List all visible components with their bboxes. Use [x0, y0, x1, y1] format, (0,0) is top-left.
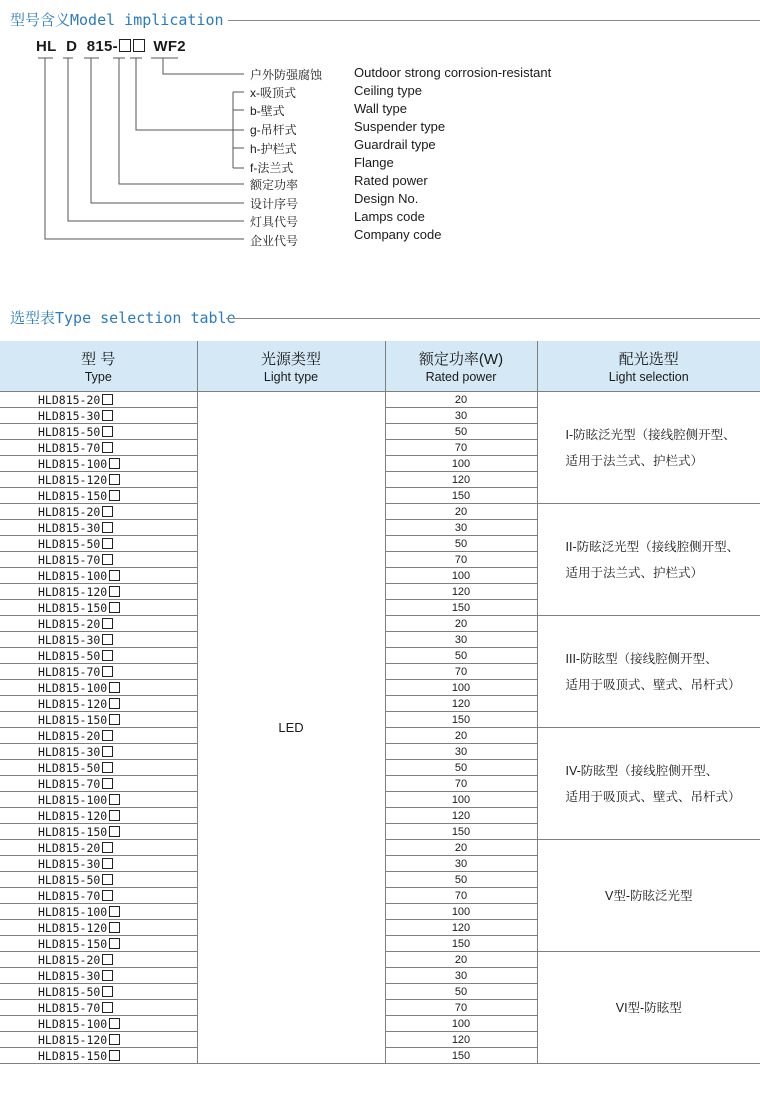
- placeholder-box-icon: [109, 1050, 120, 1061]
- type-cell: [0, 504, 197, 520]
- type-cell: [0, 488, 197, 504]
- type-cell: [0, 632, 197, 648]
- type-label: HLD815-20: [38, 728, 101, 743]
- type-label: HLD815-70: [38, 664, 101, 679]
- legend-cn: 户外防强腐蚀: [250, 68, 323, 82]
- table-body: [0, 392, 760, 1064]
- type-label: HLD815-150: [38, 1048, 108, 1063]
- placeholder-box-icon: [109, 1034, 120, 1045]
- header-en: Light selection: [608, 370, 689, 384]
- placeholder-box-icon: [102, 394, 113, 405]
- model-code-part: 815-: [86, 38, 118, 55]
- type-cell: [0, 424, 197, 440]
- section-divider: [226, 318, 760, 319]
- light-selection-line: 适用于法兰式、护栏式）: [565, 565, 704, 580]
- placeholder-box-icon: [102, 410, 113, 421]
- light-selection-cell: [537, 952, 760, 1064]
- rated-power-cell: 120: [385, 472, 537, 488]
- placeholder-box-icon: [102, 1002, 113, 1013]
- legend-cn: 设计序号: [250, 197, 299, 211]
- type-cell: [0, 520, 197, 536]
- type-label: HLD815-100: [38, 1016, 108, 1031]
- type-cell: [0, 616, 197, 632]
- placeholder-box-icon: [102, 538, 113, 549]
- rated-power-cell: 150: [385, 600, 537, 616]
- type-label: HLD815-150: [38, 824, 108, 839]
- type-label: HLD815-150: [38, 936, 108, 951]
- type-label: HLD815-150: [38, 712, 108, 727]
- type-cell: [0, 552, 197, 568]
- type-label: HLD815-50: [38, 536, 101, 551]
- rated-power-cell: 100: [385, 568, 537, 584]
- rated-power-cell: 30: [385, 408, 537, 424]
- light-selection-cell: [537, 840, 760, 952]
- rated-power-cell: 50: [385, 536, 537, 552]
- type-cell: [0, 872, 197, 888]
- type-label: HLD815-20: [38, 504, 101, 519]
- rated-power-cell: 150: [385, 824, 537, 840]
- legend-cn: 灯具代号: [250, 215, 299, 229]
- light-selection-line: IV-防眩型（接线腔侧开型、: [565, 763, 719, 778]
- rated-power-cell: 100: [385, 904, 537, 920]
- placeholder-box-icon: [109, 682, 120, 693]
- type-cell: [0, 792, 197, 808]
- legend-cn: h-护栏式: [250, 142, 297, 156]
- placeholder-box-icon: [102, 778, 113, 789]
- placeholder-box-icon: [109, 586, 120, 597]
- type-cell: [0, 392, 197, 408]
- light-selection-cell: [537, 616, 760, 728]
- type-cell: [0, 1048, 197, 1064]
- header-cn: 额定功率(W): [418, 351, 504, 368]
- placeholder-box-icon: [102, 730, 113, 741]
- legend-cn: x-吸顶式: [250, 86, 296, 100]
- type-label: HLD815-20: [38, 952, 101, 967]
- rated-power-cell: 30: [385, 744, 537, 760]
- type-label: HLD815-100: [38, 456, 108, 471]
- rated-power-cell: 120: [385, 920, 537, 936]
- type-label: HLD815-50: [38, 424, 101, 439]
- legend-cn: 企业代号: [250, 234, 299, 248]
- rated-power-cell: 50: [385, 872, 537, 888]
- header-light-type: [197, 341, 385, 392]
- legend-cn: f-法兰式: [250, 161, 294, 175]
- light-selection-line: I-防眩泛光型（接线腔侧开型、: [565, 427, 736, 442]
- legend-en: Flange: [354, 155, 394, 170]
- rated-power-cell: 70: [385, 1000, 537, 1016]
- type-label: HLD815-100: [38, 904, 108, 919]
- rated-power-cell: 120: [385, 584, 537, 600]
- placeholder-box-icon: [109, 714, 120, 725]
- rated-power-cell: 20: [385, 840, 537, 856]
- type-label: HLD815-120: [38, 808, 108, 823]
- type-cell: [0, 472, 197, 488]
- placeholder-box-icon: [102, 650, 113, 661]
- type-cell: [0, 584, 197, 600]
- placeholder-box-icon: [109, 698, 120, 709]
- rated-power-cell: 30: [385, 968, 537, 984]
- placeholder-box-icon: [102, 762, 113, 773]
- rated-power-cell: 100: [385, 1016, 537, 1032]
- type-label: HLD815-70: [38, 552, 101, 567]
- section-title-model: 型号含义Model implication: [10, 11, 224, 29]
- light-selection-line: VI型-防眩型: [615, 1000, 682, 1015]
- rated-power-cell: 20: [385, 952, 537, 968]
- header-rated-power: [385, 341, 537, 392]
- type-label: HLD815-30: [38, 520, 101, 535]
- header-en: Type: [84, 370, 112, 384]
- type-cell: [0, 696, 197, 712]
- type-label: HLD815-120: [38, 1032, 108, 1047]
- legend-cn: 额定功率: [250, 178, 299, 192]
- rated-power-cell: 50: [385, 760, 537, 776]
- placeholder-box-icon: [109, 906, 120, 917]
- placeholder-box-icon: [109, 570, 120, 581]
- rated-power-cell: 150: [385, 712, 537, 728]
- type-label: HLD815-120: [38, 472, 108, 487]
- type-cell: [0, 744, 197, 760]
- type-label: HLD815-30: [38, 632, 101, 647]
- type-cell: [0, 808, 197, 824]
- rated-power-cell: 150: [385, 488, 537, 504]
- type-label: HLD815-120: [38, 920, 108, 935]
- rated-power-cell: 20: [385, 392, 537, 408]
- placeholder-box-icon: [109, 794, 120, 805]
- placeholder-box-icon: [102, 954, 113, 965]
- type-label: HLD815-30: [38, 856, 101, 871]
- model-code-part: WF2: [153, 38, 186, 55]
- header-en: Rated power: [425, 370, 497, 384]
- table-header-row: [0, 341, 760, 392]
- type-label: HLD815-150: [38, 600, 108, 615]
- light-selection-line: 适用于法兰式、护栏式）: [565, 453, 704, 468]
- legend-en: Design No.: [354, 191, 419, 206]
- type-cell: [0, 456, 197, 472]
- model-code-part: HL: [36, 38, 57, 55]
- placeholder-box-icon: [109, 458, 120, 469]
- rated-power-cell: 100: [385, 680, 537, 696]
- rated-power-cell: 150: [385, 1048, 537, 1064]
- rated-power-cell: 70: [385, 776, 537, 792]
- placeholder-box-icon: [102, 426, 113, 437]
- light-type-cell: LED: [197, 392, 385, 1064]
- type-cell: [0, 936, 197, 952]
- rated-power-cell: 100: [385, 456, 537, 472]
- type-cell: [0, 680, 197, 696]
- light-selection-line: V型-防眩泛光型: [604, 888, 693, 903]
- type-label: HLD815-70: [38, 776, 101, 791]
- type-cell: [0, 568, 197, 584]
- rated-power-cell: 30: [385, 856, 537, 872]
- type-label: HLD815-20: [38, 392, 101, 407]
- type-label: HLD815-100: [38, 568, 108, 583]
- rated-power-cell: 30: [385, 520, 537, 536]
- type-cell: [0, 440, 197, 456]
- type-label: HLD815-30: [38, 968, 101, 983]
- rated-power-cell: 70: [385, 664, 537, 680]
- placeholder-box-icon: [109, 826, 120, 837]
- type-label: HLD815-30: [38, 744, 101, 759]
- type-cell: [0, 728, 197, 744]
- type-cell: [0, 776, 197, 792]
- placeholder-box-icon: [102, 442, 113, 453]
- light-selection-cell: [537, 504, 760, 616]
- type-cell: [0, 600, 197, 616]
- type-cell: [0, 1032, 197, 1048]
- type-cell: [0, 984, 197, 1000]
- header-type: [0, 341, 197, 392]
- type-cell: [0, 968, 197, 984]
- rated-power-cell: 70: [385, 552, 537, 568]
- header-light-selection: [537, 341, 760, 392]
- header-cn: 光源类型: [260, 351, 321, 368]
- type-label: HLD815-120: [38, 696, 108, 711]
- rated-power-cell: 50: [385, 984, 537, 1000]
- type-cell: [0, 856, 197, 872]
- rated-power-cell: 120: [385, 696, 537, 712]
- type-cell: [0, 712, 197, 728]
- header-en: Light type: [263, 370, 319, 384]
- rated-power-cell: 100: [385, 792, 537, 808]
- type-label: HLD815-20: [38, 616, 101, 631]
- type-selection-table: [0, 341, 760, 1064]
- table-row: [0, 392, 760, 408]
- section-title-selection: 选型表Type selection table: [10, 309, 236, 327]
- type-label: HLD815-70: [38, 440, 101, 455]
- type-cell: [0, 408, 197, 424]
- legend-cn: g-吊杆式: [250, 123, 297, 137]
- placeholder-box-icon: [102, 746, 113, 757]
- type-cell: [0, 904, 197, 920]
- type-label: HLD815-100: [38, 680, 108, 695]
- type-cell: [0, 648, 197, 664]
- placeholder-box-icon: [102, 986, 113, 997]
- placeholder-box-icon: [109, 810, 120, 821]
- placeholder-box-icon: [102, 970, 113, 981]
- placeholder-box-icon: [102, 522, 113, 533]
- placeholder-box-icon: [102, 858, 113, 869]
- placeholder-box-icon: [109, 490, 120, 501]
- placeholder-box-icon: [109, 474, 120, 485]
- light-selection-line: 适用于吸顶式、壁式、吊杆式）: [565, 789, 741, 804]
- placeholder-box-icon: [102, 874, 113, 885]
- placeholder-box-icon: [109, 1018, 120, 1029]
- light-selection-line: II-防眩泛光型（接线腔侧开型、: [565, 539, 740, 554]
- legend-en: Outdoor strong corrosion-resistant: [354, 65, 552, 80]
- rated-power-cell: 50: [385, 424, 537, 440]
- legend-en: Rated power: [354, 173, 428, 188]
- type-label: HLD815-30: [38, 408, 101, 423]
- rated-power-cell: 50: [385, 648, 537, 664]
- light-selection-cell: [537, 728, 760, 840]
- placeholder-box-icon: [102, 890, 113, 901]
- rated-power-cell: 20: [385, 504, 537, 520]
- type-cell: [0, 888, 197, 904]
- rated-power-cell: 20: [385, 728, 537, 744]
- placeholder-box-icon: [102, 666, 113, 677]
- rated-power-cell: 120: [385, 808, 537, 824]
- type-label: HLD815-70: [38, 1000, 101, 1015]
- header-cn: 型 号: [81, 351, 116, 368]
- type-cell: [0, 536, 197, 552]
- legend-en: Company code: [354, 227, 442, 242]
- type-label: HLD815-50: [38, 648, 101, 663]
- rated-power-cell: 30: [385, 632, 537, 648]
- placeholder-box-icon: [102, 618, 113, 629]
- legend-en: Suspender type: [354, 119, 446, 134]
- type-cell: [0, 664, 197, 680]
- type-cell: [0, 952, 197, 968]
- rated-power-cell: 150: [385, 936, 537, 952]
- light-selection-line: III-防眩型（接线腔侧开型、: [565, 651, 718, 666]
- type-label: HLD815-50: [38, 760, 101, 775]
- rated-power-cell: 20: [385, 616, 537, 632]
- rated-power-cell: 70: [385, 440, 537, 456]
- light-selection-cell: [537, 392, 760, 504]
- placeholder-box-icon: [109, 602, 120, 613]
- type-label: HLD815-50: [38, 872, 101, 887]
- placeholder-box-icon: [109, 938, 120, 949]
- placeholder-box-icon: [102, 554, 113, 565]
- type-label: HLD815-100: [38, 792, 108, 807]
- legend-en: Ceiling type: [354, 83, 422, 98]
- type-cell: [0, 1016, 197, 1032]
- rated-power-cell: 120: [385, 1032, 537, 1048]
- rated-power-cell: 70: [385, 888, 537, 904]
- placeholder-box-icon: [102, 634, 113, 645]
- type-cell: [0, 840, 197, 856]
- placeholder-box-icon: [109, 922, 120, 933]
- placeholder-box-icon: [102, 842, 113, 853]
- type-label: HLD815-70: [38, 888, 101, 903]
- type-label: HLD815-20: [38, 840, 101, 855]
- type-cell: [0, 1000, 197, 1016]
- header-cn: 配光选型: [618, 351, 679, 368]
- type-cell: [0, 760, 197, 776]
- type-cell: [0, 824, 197, 840]
- type-label: HLD815-50: [38, 984, 101, 999]
- type-label: HLD815-150: [38, 488, 108, 503]
- type-cell: [0, 920, 197, 936]
- legend-en: Lamps code: [354, 209, 425, 224]
- model-code-part: D: [66, 38, 78, 55]
- light-selection-line: 适用于吸顶式、壁式、吊杆式）: [565, 677, 741, 692]
- legend-en: Guardrail type: [354, 137, 436, 152]
- legend-en: Wall type: [354, 101, 407, 116]
- legend-cn: b-壁式: [250, 104, 285, 118]
- placeholder-box-icon: [102, 506, 113, 517]
- type-label: HLD815-120: [38, 584, 108, 599]
